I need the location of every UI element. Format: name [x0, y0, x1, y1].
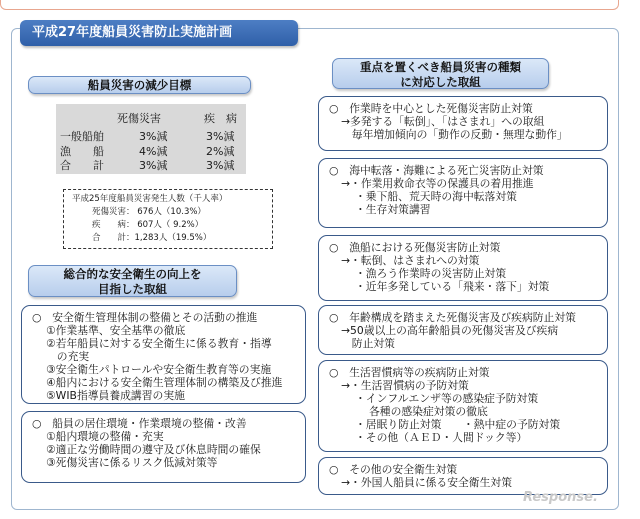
stats-title: 平成25年度船員災害発生人数（千人率）	[72, 194, 228, 204]
focus-line: ○ 生活習慣病等の疾病防止対策	[329, 366, 490, 379]
focus-line: →・生活習慣病の予防対策	[341, 379, 469, 392]
focus-box-fishing	[318, 235, 608, 301]
focus-line: →多発する「転倒」、「はさまれ」への取組	[341, 115, 545, 128]
stats-box	[63, 189, 273, 249]
focus-line: ・インフルエンザ等の感染症予防対策	[355, 392, 539, 405]
row-disease: 3%減	[206, 159, 235, 172]
reduction-row	[56, 128, 246, 142]
overall-item: ③死傷災害に係るリスク低減対策等	[46, 456, 218, 469]
row-death: 3%減	[139, 159, 168, 172]
overall-heading-line1: 総合的な安全衛生の向上を	[63, 267, 202, 281]
reduction-row	[56, 143, 246, 157]
overall-item: ①船内環境の整備・充実	[46, 430, 164, 443]
focus-line: →・転倒、はさまれへの対策	[341, 254, 480, 267]
focus-box-sea-fall	[318, 158, 608, 228]
focus-line: →・作業用救命衣等の保護具の着用推進	[341, 177, 534, 190]
reduction-heading-text: 船員災害の減少目標	[87, 78, 192, 92]
row-disease: 3%減	[206, 130, 235, 143]
focus-box-age	[318, 305, 608, 355]
focus-line: 各種の感染症対策の徹底	[369, 405, 488, 418]
col-disease: 疾 病	[204, 112, 237, 125]
focus-line: 毎年増加傾向の「動作の反動・無理な動作」	[341, 128, 568, 141]
overall-item: ④船内における安全衛生管理体制の構築及び推進	[46, 376, 283, 389]
overall-item: ②若年船員に対する安全衛生に係る教育・指導	[46, 337, 272, 350]
focus-line: ・生存対策講習	[355, 203, 431, 216]
reduction-heading	[28, 76, 251, 94]
focus-line: ○ その他の安全衛生対策	[329, 463, 458, 476]
overall-item: ③安全衛生パトロールや安全衛生教育等の実施	[46, 363, 272, 376]
stats-line: 死傷災害： 676人（10.3%）	[92, 207, 206, 217]
overall-item: ⑤WIB指導員養成講習の実施	[46, 389, 185, 402]
overall-box-management	[21, 305, 306, 404]
focus-heading	[332, 58, 549, 89]
focus-line: →50歳以上の高年齢船員の死傷災害及び疾病	[341, 324, 559, 337]
focus-line: ○ 年齢構成を踏まえた死傷災害及び疾病防止対策	[329, 311, 576, 324]
reduction-table	[56, 104, 246, 174]
overall-box-head: ○ 船員の居住環境・作業環境の整備・改善	[32, 417, 247, 430]
focus-line: ○ 作業時を中心とした死傷災害防止対策	[329, 102, 533, 115]
focus-line: ○ 漁船における死傷災害防止対策	[329, 241, 501, 254]
overall-item: の充実	[46, 350, 90, 363]
overall-box-environment	[21, 411, 306, 483]
row-disease: 2%減	[206, 145, 235, 158]
focus-line: ・近年多発している「飛来・落下」対策	[355, 280, 550, 293]
focus-line: ○ 海中転落・海難による死亡災害防止対策	[329, 164, 544, 177]
row-label: 一般船舶	[60, 130, 104, 143]
overall-item: ①作業基準、安全基準の徹底	[46, 324, 186, 337]
stats-line: 合 計：1,283人（19.5%）	[92, 233, 212, 243]
col-death: 死傷災害	[117, 112, 161, 125]
page-title: 平成27年度船員災害防止実施計画	[20, 20, 298, 46]
overall-heading-line2: 目指した取組	[98, 282, 167, 296]
focus-box-lifestyle	[318, 360, 608, 452]
overall-item: ②適正な労働時間の遵守及び休息時間の確保	[46, 443, 261, 456]
top-frame	[0, 0, 619, 10]
focus-line: ・漁ろう作業時の災害防止対策	[355, 267, 507, 280]
reduction-table-header	[56, 110, 246, 124]
focus-line: ・その他（ＡＥＤ・人間ドック等）	[355, 431, 528, 444]
focus-heading-line2: に対応した取組	[400, 75, 481, 89]
focus-box-work-accidents	[318, 96, 608, 151]
overall-box-head: ○ 安全衛生管理体制の整備とその活動の推進	[32, 311, 258, 324]
row-label: 漁 船	[60, 145, 104, 158]
focus-line: →・外国人船員に係る安全衛生対策	[341, 476, 512, 489]
focus-line: ・乗下船、荒天時の海中転落対策	[355, 190, 517, 203]
focus-line: 防止対策	[341, 337, 395, 350]
row-label: 合 計	[60, 159, 104, 172]
reduction-row	[56, 157, 246, 171]
focus-line: ・居眠り防止対策 ・熱中症の予防対策	[355, 418, 561, 431]
row-death: 4%減	[139, 145, 168, 158]
row-death: 3%減	[139, 130, 168, 143]
stats-line: 疾 病： 607人（ 9.2%）	[92, 220, 204, 230]
watermark-logo: Response.	[523, 490, 598, 505]
overall-heading	[28, 265, 237, 297]
focus-heading-line1: 重点を置くべき船員災害の種類	[360, 60, 521, 74]
